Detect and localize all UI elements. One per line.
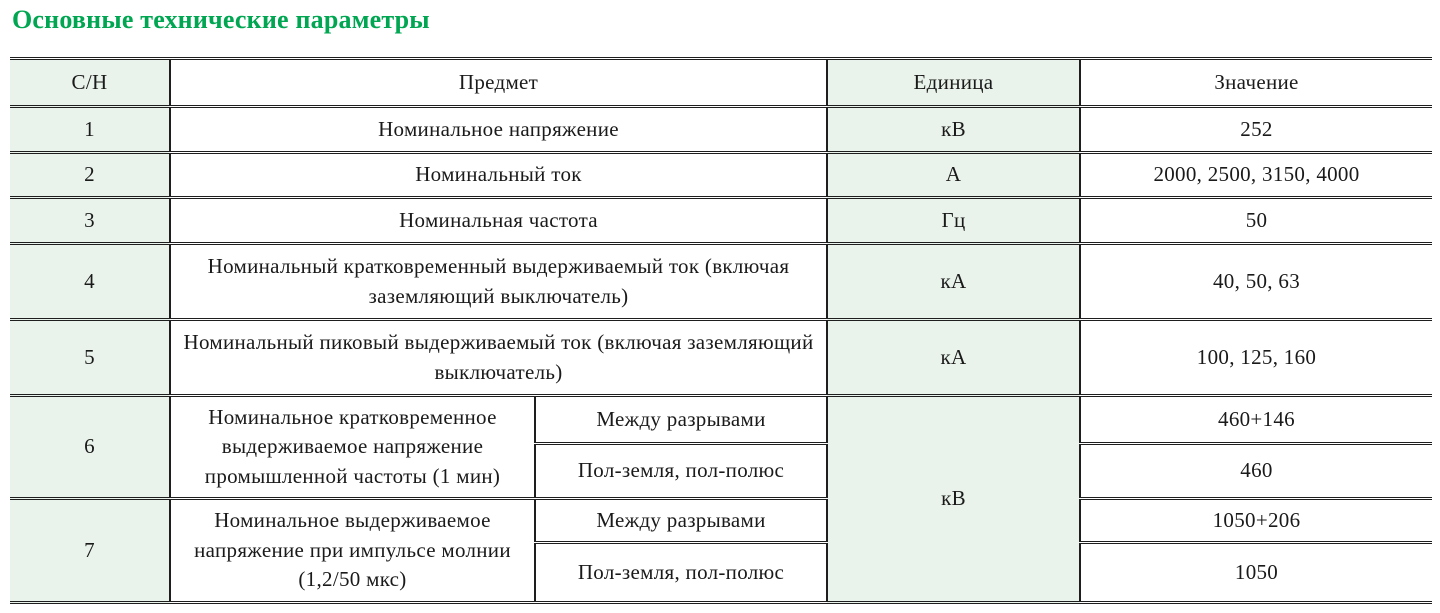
table-row — [10, 396, 1432, 444]
row-unit-cell: кВ — [827, 107, 1080, 153]
row-unit-cell: кВ — [827, 396, 1080, 603]
row-sn-cell: 4 — [10, 244, 170, 320]
row-item-cell: Номинальное кратковременное выдерживаемое напряжение промышленной частоты (1 мин) — [170, 396, 535, 499]
table-row — [10, 244, 1432, 320]
row-item-cell: Номинальное напряжение — [170, 107, 827, 153]
row-sn-cell: 2 — [10, 153, 170, 198]
row-value-cell: 50 — [1080, 198, 1432, 244]
header-unit-cell: Единица — [827, 59, 1080, 107]
row-sn-cell: 7 — [10, 499, 170, 603]
parameters-table — [10, 57, 1432, 604]
row-sn-cell: 3 — [10, 198, 170, 244]
table-row — [10, 499, 1432, 543]
header-row — [10, 59, 1432, 107]
subrow-condition-cell: Между разрывами — [535, 499, 827, 543]
row-item-cell: Номинальная частота — [170, 198, 827, 244]
page-title: Основные технические параметры — [12, 5, 430, 34]
header-value-cell: Значение — [1080, 59, 1432, 107]
row-unit-cell: А — [827, 153, 1080, 198]
row-unit-cell: кА — [827, 244, 1080, 320]
row-sn-cell: 1 — [10, 107, 170, 153]
row-item-cell: Номинальный ток — [170, 153, 827, 198]
row-value-cell: 252 — [1080, 107, 1432, 153]
row-sn-cell: 6 — [10, 396, 170, 499]
row-item-cell: Номинальное выдерживаемое напряжение при импульсе молнии (1,2/50 мкс) — [170, 499, 535, 603]
row-unit-cell: Гц — [827, 198, 1080, 244]
header-sn-cell: С/Н — [10, 59, 170, 107]
table-row — [10, 320, 1432, 396]
row-value-cell: 2000, 2500, 3150, 4000 — [1080, 153, 1432, 198]
subrow-condition-cell: Между разрывами — [535, 396, 827, 444]
subrow-value-cell: 1050+206 — [1080, 499, 1432, 543]
subrow-value-cell: 460 — [1080, 444, 1432, 499]
header-item-cell: Предмет — [170, 59, 827, 107]
row-unit-cell: кА — [827, 320, 1080, 396]
row-item-cell: Номинальный кратковременный выдерживаемый ток (включая заземляющий выключатель) — [170, 244, 827, 320]
table-row — [10, 107, 1432, 153]
row-value-cell: 40, 50, 63 — [1080, 244, 1432, 320]
row-value-cell: 100, 125, 160 — [1080, 320, 1432, 396]
subrow-value-cell: 460+146 — [1080, 396, 1432, 444]
subrow-condition-cell: Пол-земля, пол-полюс — [535, 444, 827, 499]
subrow-condition-cell: Пол-земля, пол-полюс — [535, 543, 827, 603]
table-row — [10, 153, 1432, 198]
row-sn-cell: 5 — [10, 320, 170, 396]
table-row — [10, 198, 1432, 244]
subrow-value-cell: 1050 — [1080, 543, 1432, 603]
row-item-cell: Номинальный пиковый выдерживаемый ток (включая заземляющий выключатель) — [170, 320, 827, 396]
